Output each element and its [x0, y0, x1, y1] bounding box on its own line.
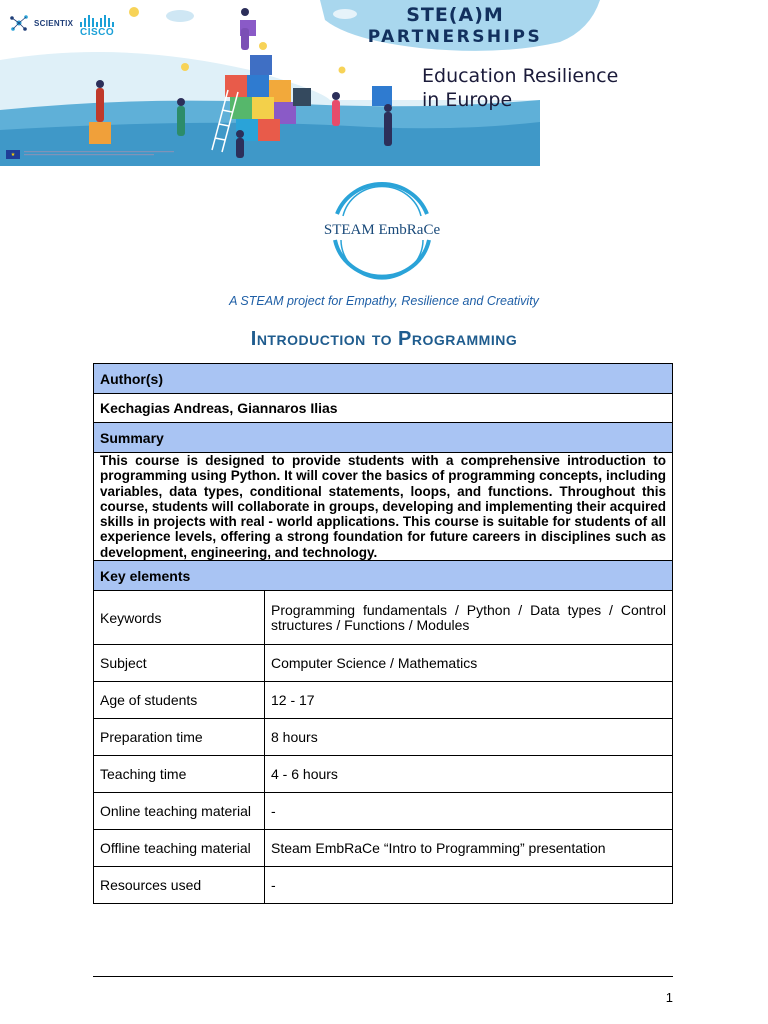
summary-header-row: [94, 423, 673, 453]
row-key-online-material: Online teaching material: [94, 793, 265, 830]
summary-text: This course is designed to provide students with a comprehensive introduction to programming using Python. It will cover the basics of programming concepts, including variables, data types, conditional statements, loops, and functions. Throughout this course, students will collaborate in groups, developing and implementing their acquired skills in projects with real - world applications. This course is suitable for students of all experience levels, offering a strong foundation for future careers in disciplines such as development, engineering, and technology.: [94, 453, 673, 561]
row-value-resources: -: [265, 867, 673, 904]
summary-header: Summary: [94, 423, 673, 453]
authors-row: [94, 394, 673, 423]
row-key-teaching-time: Teaching time: [94, 756, 265, 793]
table-row: [94, 830, 673, 867]
header-banner: [0, 0, 768, 166]
cisco-label: CISCO: [80, 27, 115, 38]
key-elements-header: Key elements: [94, 561, 673, 591]
banner-title-line2: PARTNERSHIPS: [367, 27, 543, 47]
row-value-teaching-time: 4 - 6 hours: [265, 756, 673, 793]
table-row: [94, 756, 673, 793]
row-value-online-material: -: [265, 793, 673, 830]
table-row: [94, 645, 673, 682]
row-value-age: 12 - 17: [265, 682, 673, 719]
page-number: 1: [665, 990, 673, 1005]
page-title: Introduction to Programming: [250, 328, 518, 350]
row-key-preparation-time: Preparation time: [94, 719, 265, 756]
table-row: [94, 682, 673, 719]
scientix-molecule-icon: [8, 12, 30, 34]
logo-name: STEAM EmbRaCe: [323, 222, 441, 238]
table-row: [94, 867, 673, 904]
steam-embrace-logo: [311, 180, 453, 280]
course-info-table: [93, 363, 673, 904]
table-row: [94, 591, 673, 645]
fine-print-graphic: [24, 150, 184, 158]
row-value-preparation-time: 8 hours: [265, 719, 673, 756]
authors-header-row: [94, 364, 673, 394]
banner-tagline-line1: Education Resilience: [422, 65, 619, 87]
cisco-logo: [80, 15, 114, 38]
row-key-offline-material: Offline teaching material: [94, 830, 265, 867]
project-subtitle: A STEAM project for Empathy, Resilience and Creativity: [229, 294, 539, 308]
eu-funding-strip: [6, 150, 184, 159]
footer-divider: [93, 976, 673, 977]
eu-flag-icon: ★: [6, 150, 20, 159]
authors-value: Kechagias Andreas, Giannaros Ilias: [94, 394, 673, 423]
banner-tagline-line2: in Europe: [422, 89, 513, 111]
banner-title: [335, 4, 575, 48]
banner-title-line1: STE(A)M: [406, 4, 504, 26]
row-value-subject: Computer Science / Mathematics: [265, 645, 673, 682]
row-value-offline-material: Steam EmbRaCe “Intro to Programming” presentation: [265, 830, 673, 867]
row-key-subject: Subject: [94, 645, 265, 682]
table-row: [94, 793, 673, 830]
key-elements-header-row: [94, 561, 673, 591]
banner-tagline: [422, 64, 618, 112]
authors-header: Author(s): [94, 364, 673, 394]
scientix-logo: [8, 12, 73, 34]
row-key-age: Age of students: [94, 682, 265, 719]
summary-row: [94, 453, 673, 561]
scientix-label: SCIENTIX: [34, 18, 74, 28]
row-key-resources: Resources used: [94, 867, 265, 904]
eu-disclaimer-graphic: [24, 150, 184, 159]
row-key-keywords: Keywords: [94, 591, 265, 645]
row-value-keywords: Programming fundamentals / Python / Data types / Control structures / Functions / Modules: [265, 591, 673, 645]
cisco-bars-icon: [80, 15, 114, 27]
table-row: [94, 719, 673, 756]
